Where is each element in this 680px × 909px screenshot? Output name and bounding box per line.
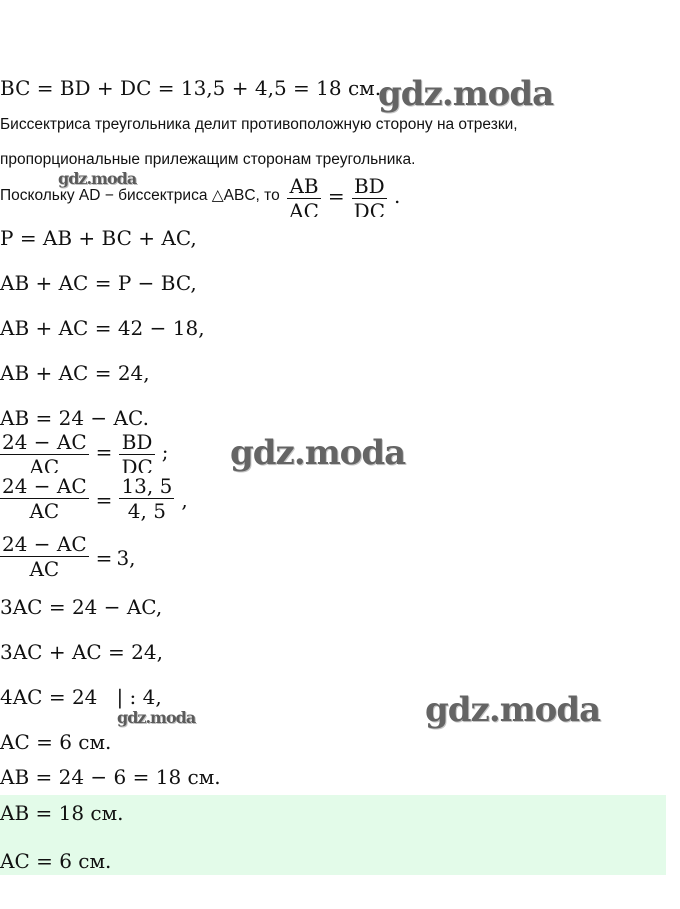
proportion-1: $\frac{24 - AC}{AC}$ = $\frac{BD}{DC}$ ;: [2, 430, 169, 473]
equation-line: AB + AC = 24,: [0, 361, 150, 385]
answer-ac: AC = 6 см.: [0, 849, 112, 873]
fraction-denominator: 4, 5: [127, 499, 166, 523]
fraction-numerator: BD: [119, 430, 154, 455]
fraction-ab-ac: [287, 174, 321, 217]
theorem-text-1: Биссектриса треугольника делит противоположную сторону на отрезки,: [0, 116, 518, 133]
fraction-numerator: 24 − AC: [2, 532, 87, 556]
equation-line: AB = 24 − AC.: [0, 406, 149, 430]
answer-ab: AB = 18 см.: [0, 801, 124, 825]
watermark-logo: gdz.moda: [58, 169, 137, 188]
fraction-denominator: DC: [353, 199, 386, 217]
fraction-left: [0, 532, 89, 583]
watermark-logo: gdz.moda: [425, 690, 601, 730]
fraction-left: [0, 474, 89, 525]
watermark-logo: gdz.moda: [230, 433, 406, 473]
fraction-numerator: AB: [287, 174, 321, 199]
proportion-2: $\frac{24 - AC}{AC}$ = $\frac{13, 5}{4, 5}$ ,: [2, 474, 188, 523]
perimeter-equation: P = AB + BC + AC,: [0, 226, 197, 250]
equation-line: 3AC = 24 − AC,: [0, 595, 163, 619]
equation-line: AB + AC = P − BC,: [0, 271, 197, 295]
equation-line: 3AC + AC = 24,: [0, 640, 163, 664]
theorem-text-2: пропорциональные прилежащим сторонам треугольника.: [0, 151, 416, 168]
fraction-denominator: AC: [29, 455, 60, 473]
fraction-left: [0, 430, 89, 473]
bisector-prefix: Поскольку AD − биссектриса △ABC, то: [0, 187, 280, 204]
result-ab: AB = 24 − 6 = 18 см.: [0, 765, 221, 789]
result-ac: AC = 6 см.: [0, 730, 112, 754]
watermark-logo: gdz.moda: [378, 74, 554, 114]
fraction-numerator: 24 − AC: [2, 430, 87, 454]
fraction-right: [119, 430, 154, 473]
fraction-denominator: AC: [289, 199, 319, 217]
fraction-numerator: 24 − AC: [2, 474, 87, 498]
fraction-numerator: BD: [352, 174, 387, 199]
fraction-denominator: AC: [29, 499, 60, 523]
equation-line: AB + AC = 42 − 18,: [0, 316, 205, 340]
fraction-numerator: 13, 5: [121, 474, 173, 498]
fraction-right: [119, 474, 174, 525]
equation-line: 4AC = 24 | : 4,: [0, 685, 162, 709]
watermark-logo: gdz.moda: [117, 708, 196, 727]
equation-bc: BC = BD + DC = 13,5 + 4,5 = 18 см.: [0, 76, 382, 100]
fraction-bd-dc: [352, 174, 387, 217]
proportion-3: $\frac{24 - AC}{AC}$ = 3,: [2, 532, 136, 581]
fraction-denominator: DC: [121, 455, 153, 473]
fraction-denominator: AC: [29, 557, 60, 581]
bisector-statement: Поскольку AD − биссектриса △ABC, то $\frac{AB}{AC}$ = $\frac{BD}{DC}$ .: [0, 174, 401, 217]
proportion-value: 3,: [116, 545, 136, 570]
